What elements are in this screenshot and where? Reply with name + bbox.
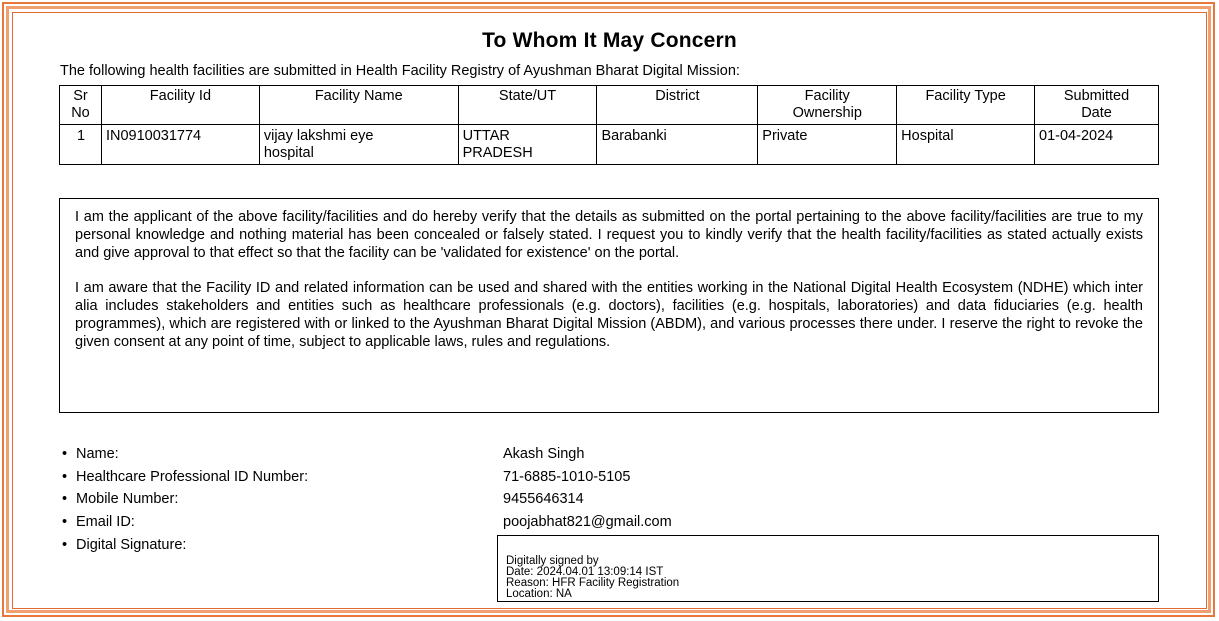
detail-row-mobile [62, 491, 762, 514]
header-state: State/UT [458, 86, 597, 125]
hpid-label: Healthcare Professional ID Number: [76, 468, 309, 485]
declaration-paragraph-1: I am the applicant of the above facility/facilities and do hereby verify that the details as submitted on the portal pertaining to the above facility/facilities are true to my personal knowledge and nothing material has been concealed or falsely stated. I request you to kindly verify that the health facility/facilities as stated actually exists and give approval to that effect so that the facility can be 'validated for existence' on the portal. [75, 209, 1143, 261]
cell-facility-name: vijay lakshmi eye hospital [259, 125, 458, 165]
table-row [60, 125, 1159, 165]
header-facility-type: Facility Type [897, 86, 1035, 125]
header-ownership: Facility Ownership [758, 86, 897, 125]
header-submitted-date: Submitted Date [1035, 86, 1159, 125]
name-value: Akash Singh [503, 446, 585, 462]
header-district: District [597, 86, 758, 125]
signature-label: Digital Signature: [76, 536, 187, 553]
cell-district: Barabanki [597, 125, 758, 165]
cell-facility-type: Hospital [897, 125, 1035, 165]
bullet: • [62, 491, 68, 508]
cell-sr-no: 1 [60, 125, 102, 165]
digital-signature-box [497, 535, 1159, 602]
bullet: • [62, 468, 68, 485]
signature-line-date: Date: 2024.04.01 13:09:14 IST [506, 566, 664, 578]
header-facility-id: Facility Id [101, 86, 259, 125]
cell-state: UTTAR PRADESH [458, 125, 597, 165]
bullet: • [62, 514, 68, 531]
hpid-value: 71-6885-1010-5105 [503, 468, 631, 485]
mobile-value: 9455646314 [503, 491, 584, 508]
cell-facility-id: IN0910031774 [101, 125, 259, 165]
intro-text: The following health facilities are submitted in Health Facility Registry of Ayushman Bharat Digital Mission: [60, 63, 740, 79]
table-header-row [60, 86, 1159, 125]
signature-line-reason: Reason: HFR Facility Registration [506, 577, 680, 589]
email-value: poojabhat821@gmail.com [503, 514, 672, 531]
header-sr-no: Sr No [60, 86, 102, 125]
facility-table [59, 85, 1159, 165]
document-title: To Whom It May Concern [482, 29, 737, 52]
detail-row-email [62, 514, 762, 537]
declaration-paragraph-2: I am aware that the Facility ID and related information can be used and shared with the entities working in the National Digital Health Ecosystem (NDHE) which inter alia includes stakeholders and entities such as healthcare professionals (e.g. doctors), facilities (e.g. hospitals, laboratories) and data fiduciaries (e.g. health programmes), which are registered with or linked to the Ayushman Bharat Digital Mission (ABDM), and various processes there under. I reserve the right to revoke the given consent at any point of time, subject to applicable laws, rules and regulations. [75, 280, 1143, 350]
name-label: Name: [76, 446, 119, 462]
detail-row-hpid [62, 469, 762, 492]
bullet: • [62, 536, 68, 553]
detail-row-name [62, 446, 762, 469]
mobile-label: Mobile Number: [76, 491, 179, 508]
cell-submitted-date: 01-04-2024 [1035, 125, 1159, 165]
signature-line-signed-by: Digitally signed by [506, 555, 599, 567]
declaration-box [59, 198, 1159, 413]
bullet: • [62, 446, 68, 462]
signature-line-location: Location: NA [506, 588, 572, 600]
header-facility-name: Facility Name [259, 86, 458, 125]
email-label: Email ID: [76, 514, 135, 531]
cell-ownership: Private [758, 125, 897, 165]
